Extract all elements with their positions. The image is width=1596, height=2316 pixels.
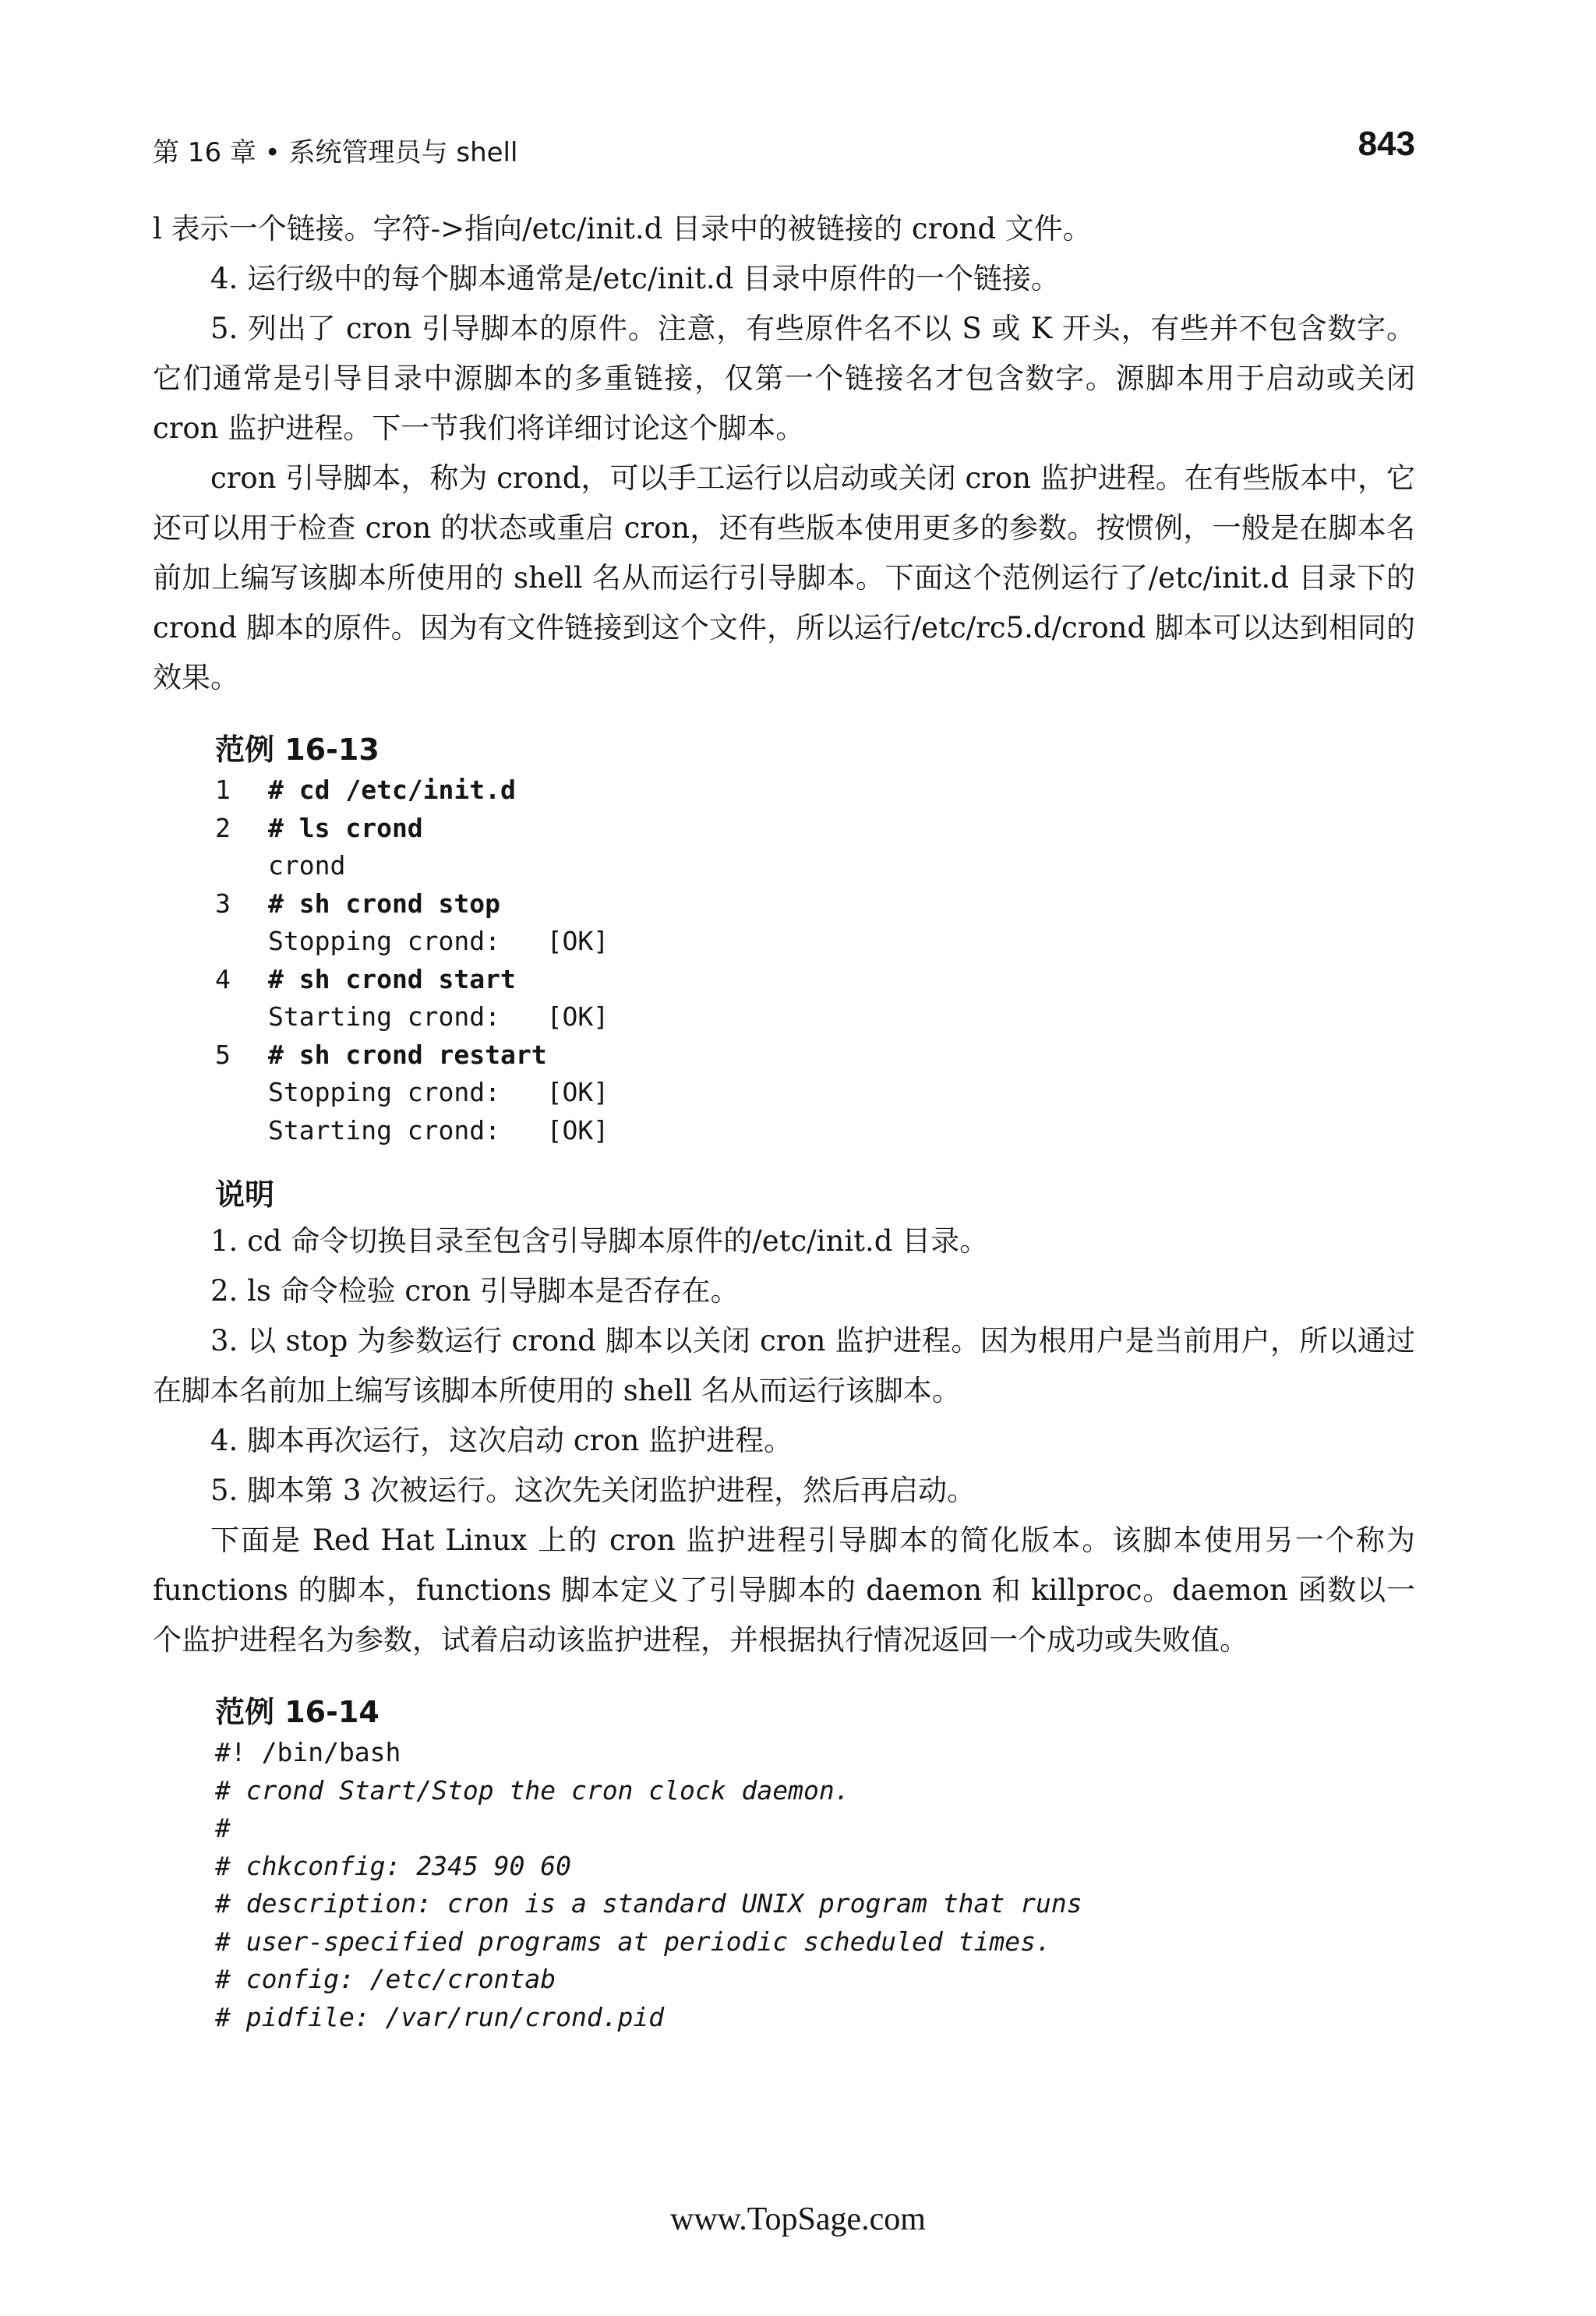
line-number: 5	[215, 1039, 231, 1070]
example-title: 范例 16-13	[215, 733, 380, 767]
page-content	[153, 204, 1415, 2036]
output-text: Stopping crond: [OK]	[268, 926, 609, 956]
script-line: # description: cron is a standard UNIX program that runs	[215, 1888, 1082, 1919]
code-line	[215, 1112, 1415, 1150]
paragraph: 5. 列出了 cron 引导脚本的原件。注意，有些原件名不以 S 或 K 开头，有些并不包含数字。它们通常是引导目录中源脚本的多重链接，仅第一个链接名才包含数字。源脚本用于启动或关闭 cron 监护进程。下一节我们将详细讨论这个脚本。	[153, 312, 1415, 445]
code-line	[215, 1074, 1415, 1112]
paragraph: l 表示一个链接。字符->指向/etc/init.d 目录中的被链接的 crond 文件。	[153, 212, 1092, 245]
explanation-title: 说明	[215, 1177, 275, 1212]
output-text: Stopping crond: [OK]	[268, 1077, 609, 1107]
output-text: Starting crond: [OK]	[268, 1114, 609, 1146]
command-text: # sh crond start	[268, 963, 516, 994]
intro-paragraphs	[153, 204, 1415, 703]
page-header	[153, 125, 1415, 171]
code-line	[215, 1036, 1415, 1075]
command-text: # sh crond stop	[268, 888, 501, 919]
line-number: 4	[215, 963, 231, 994]
line-number: 1	[215, 775, 231, 805]
script-line: #	[215, 1813, 231, 1843]
script-code-block	[215, 1734, 1415, 2036]
code-line	[215, 771, 1415, 810]
command-text: # cd /etc/init.d	[268, 775, 516, 805]
line-number: 3	[215, 888, 231, 919]
footer-url: www.TopSage.com	[670, 2201, 926, 2237]
line-number: 2	[215, 812, 231, 843]
explanation-item: 4. 脚本再次运行，这次启动 cron 监护进程。	[210, 1424, 793, 1457]
code-line	[215, 998, 1415, 1036]
chapter-title: 第 16 章 • 系统管理员与 shell	[153, 137, 518, 168]
paragraph: cron 引导脚本，称为 crond，可以手工运行以启动或关闭 cron 监护进程。在有些版本中，它还可以用于检查 cron 的状态或重启 cron，还有些版本使用更多的参数。按惯例，一般是在脚本名前加上编写该脚本所使用的 shell 名从而运行引导脚本。下面这个范例运行了/etc/init.d 目录下的 crond 脚本的原件。因为有文件链接到这个文件，所以运行/etc/rc5.d/crond 脚本可以达到相同的效果。	[153, 461, 1415, 694]
script-line: #! /bin/bash	[215, 1737, 401, 1767]
script-line: # pidfile: /var/run/crond.pid	[215, 2001, 665, 2032]
script-line: # crond Start/Stop the cron clock daemon.	[215, 1774, 850, 1806]
explanation-item: 3. 以 stop 为参数运行 crond 脚本以关闭 cron 监护进程。因为根用户是当前用户，所以通过在脚本名前加上编写该脚本所使用的 shell 名从而运行该脚本。	[153, 1324, 1415, 1407]
explanation-item: 1. cd 命令切换目录至包含引导脚本原件的/etc/init.d 目录。	[210, 1224, 989, 1258]
explanation-list	[153, 1216, 1415, 1516]
explanation-item: 5. 脚本第 3 次被运行。这次先关闭监护进程，然后再启动。	[210, 1474, 976, 1507]
code-line	[215, 961, 1415, 999]
output-text: Starting crond: [OK]	[268, 1001, 609, 1032]
paragraph: 下面是 Red Hat Linux 上的 cron 监护进程引导脚本的简化版本。该脚本使用另一个称为 functions 的脚本，functions 脚本定义了引导脚本的 daemon 和 killproc。daemon 函数以一个监护进程名为参数，试着启动该监护进程，并根据执行情况返回一个成功或失败值。	[153, 1523, 1415, 1657]
code-line	[215, 923, 1415, 961]
example-title: 范例 16-14	[215, 1695, 380, 1729]
explanation-item: 2. ls 命令检验 cron 引导脚本是否存在。	[210, 1274, 740, 1308]
page-number: 843	[1358, 125, 1415, 163]
code-line	[215, 810, 1415, 848]
script-line: # user-specified programs at periodic scheduled times.	[215, 1926, 1051, 1957]
paragraph: 4. 运行级中的每个脚本通常是/etc/init.d 目录中原件的一个链接。	[210, 262, 1061, 295]
code-line	[215, 885, 1415, 923]
script-line: # config: /etc/crontab	[215, 1964, 556, 1994]
example-code-block	[215, 771, 1415, 1149]
output-text: crond	[268, 850, 346, 881]
code-line	[215, 847, 1415, 885]
script-line: # chkconfig: 2345 90 60	[215, 1850, 571, 1881]
command-text: # sh crond restart	[268, 1039, 547, 1070]
command-text: # ls crond	[268, 812, 423, 843]
